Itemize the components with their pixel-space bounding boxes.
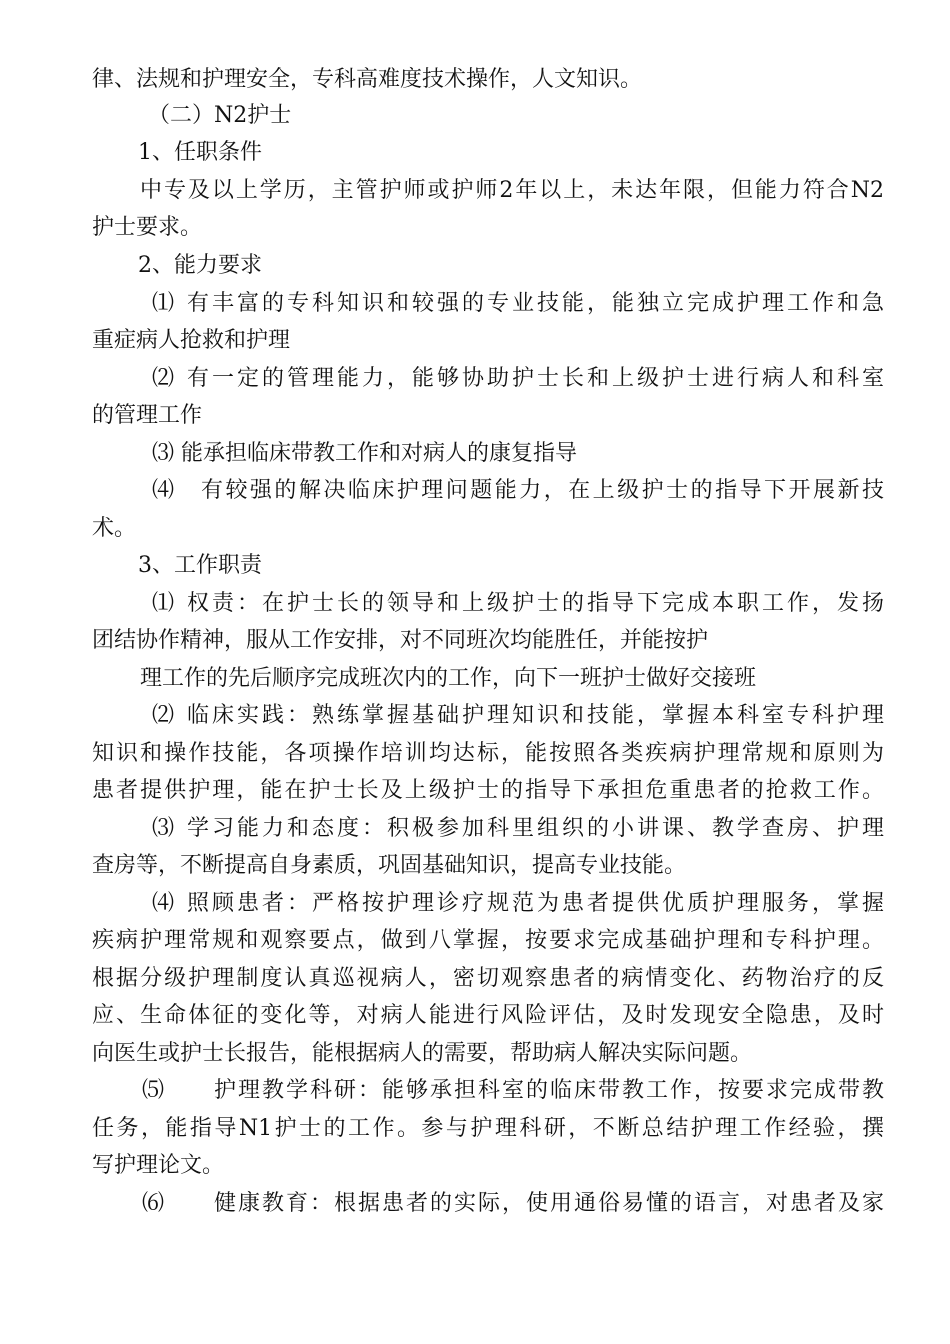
text-line: 重症病人抢救和护理 (92, 328, 291, 353)
text-line: 查房等，不断提高自身素质，巩固基础知识，提高专业技能。 (92, 853, 687, 878)
text-line: 疾病护理常规和观察要点，做到八掌握，按要求完成基础护理和专科护理。 (92, 928, 884, 953)
text-line: ⑸ 护理教学科研：能够承担科室的临床带教工作，按要求完成带教 (142, 1078, 884, 1103)
text-line: ⑵ 有一定的管理能力，能够协助护士长和上级护士进行病人和科室 (152, 366, 884, 391)
text-line: 3、工作职责 (138, 553, 262, 578)
text-line: 写护理论文。 (92, 1153, 225, 1178)
text-line: ⑹ 健康教育：根据患者的实际，使用通俗易懂的语言，对患者及家 (142, 1191, 884, 1216)
text-line: 知识和操作技能，各项操作培训均达标，能按照各类疾病护理常规和原则为 (92, 741, 884, 766)
text-line: 1、任职条件 (138, 140, 262, 165)
text-line: ⑴ 有丰富的专科知识和较强的专业技能，能独立完成护理工作和急 (152, 291, 884, 316)
text-line: ⑶ 能承担临床带教工作和对病人的康复指导 (152, 441, 577, 466)
text-line: ⑷ 照顾患者：严格按护理诊疗规范为患者提供优质护理服务，掌握 (152, 891, 884, 916)
text-line: 任务，能指导N1护士的工作。参与护理科研，不断总结护理工作经验，撰 (92, 1116, 884, 1141)
text-line: 向医生或护士长报告，能根据病人的需要，帮助病人解决实际问题。 (92, 1041, 753, 1066)
text-line: 患者提供护理，能在护士长及上级护士的指导下承担危重患者的抢救工作。 (92, 778, 884, 803)
text-line: 2、能力要求 (138, 253, 262, 278)
text-line: 团结协作精神，服从工作安排，对不同班次均能胜任，并能按护 (92, 628, 709, 653)
text-line: ⑷ 有较强的解决临床护理问题能力，在上级护士的指导下开展新技 (152, 478, 884, 503)
text-line: 术。 (92, 516, 137, 541)
text-line: 的管理工作 (92, 403, 203, 428)
text-line: ⑴ 权责：在护士长的领导和上级护士的指导下完成本职工作，发扬 (152, 591, 884, 616)
text-line: 中专及以上学历，主管护师或护师2年以上，未达年限，但能力符合N2 (140, 178, 884, 203)
text-line: ⑶ 学习能力和态度：积极参加科里组织的小讲课、教学查房、护理 (152, 816, 884, 841)
text-line: 律、法规和护理安全，专科高难度技术操作，人文知识。 (92, 67, 643, 92)
text-line: 护士要求。 (92, 215, 203, 240)
text-line: 根据分级护理制度认真巡视病人，密切观察患者的病情变化、药物治疗的反 (92, 966, 884, 991)
text-line: （二）N2护士 (148, 103, 292, 128)
text-line: 应、生命体征的变化等，对病人能进行风险评估，及时发现安全隐患，及时 (92, 1003, 884, 1028)
text-line: 理工作的先后顺序完成班次内的工作，向下一班护士做好交接班 (140, 666, 757, 691)
text-line: ⑵ 临床实践：熟练掌握基础护理知识和技能，掌握本科室专科护理 (152, 703, 884, 728)
